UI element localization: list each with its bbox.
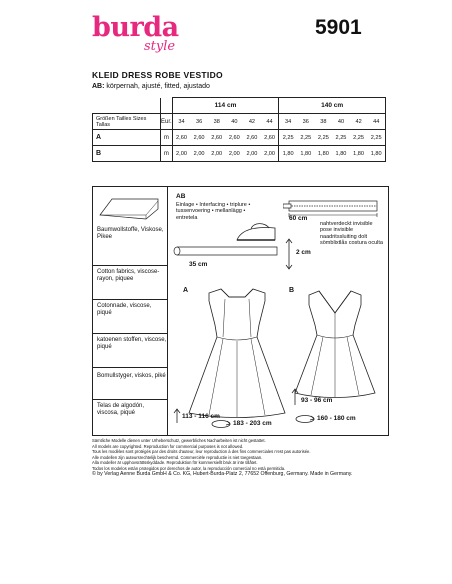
fabric-es: Telas de algodón, viscosa, piqué [97, 403, 145, 416]
fabric-sv: Bomullstyger, viskos, piké [97, 373, 166, 379]
yardage-cell: 2,60 [211, 134, 223, 141]
view-a-hem-icon [211, 419, 231, 429]
copyright-line-nl: Alle modellen zijn auteursrechtelijk beschermd. Commerciële reproductie is niet toegestaan. [92, 454, 263, 460]
size-cell: 34 [285, 118, 292, 125]
width-row [93, 98, 386, 114]
table-row-a [93, 130, 386, 146]
sizes-140 [279, 119, 385, 125]
copyright-notes [92, 438, 392, 477]
yardage-cell: 2,00 [228, 150, 240, 157]
view-b-letter: B [289, 287, 295, 294]
yardage-cell: 2,25 [370, 134, 382, 141]
pattern-number: 5901 [315, 16, 362, 39]
yardage-cell: 2,00 [264, 150, 275, 157]
yardage-cell: 1,80 [282, 150, 294, 157]
yardage-cell: 2,00 [193, 150, 205, 157]
publisher-copyright: © by Verlag Aenne Burda GmbH & Co. KG, Hubert-Burda-Platz 2, 77652 Offenburg, Germany. Made in Germany. [92, 470, 353, 477]
pattern-title: KLEID DRESS ROBE VESTIDO [92, 70, 223, 80]
view-b-length: 93 - 96 cm [301, 397, 333, 404]
view-b-length-arrow-icon [291, 387, 299, 407]
yardage-cell: 2,60 [246, 134, 258, 141]
yardage-cell: 1,80 [300, 150, 312, 157]
view-b-hem-icon [295, 414, 315, 424]
yardage-cell: 2,00 [211, 150, 223, 157]
size-unit: Eur. [161, 114, 173, 130]
size-cell: 40 [337, 118, 345, 125]
yardage-cell: 2,60 [193, 134, 205, 141]
view-a-letter: A [183, 287, 189, 294]
zipper-text: nahtverdeckt invisible pose invisible naadritssluiting dolt sömblixtlås costura oculta [320, 221, 383, 246]
row-unit-a: m [161, 130, 173, 146]
table-row-b [93, 146, 386, 162]
tape-icon [173, 241, 283, 261]
size-cell: 44 [266, 118, 273, 125]
size-table [92, 97, 386, 162]
row-label-a: A [93, 130, 161, 146]
copyright-line-de: Sämtliche Modelle dienen unter Urheberschutz, gewerbliches Nacharbeiten ist nicht gestattet. [92, 438, 266, 443]
yardage-cell: 2,00 [246, 150, 258, 157]
yardage-cell: 1,80 [335, 150, 347, 157]
fabric-en: Cotton fabrics, viscose-rayon, piquee [97, 269, 160, 282]
fabric-column [93, 187, 168, 435]
tape-width-arrow-icon [285, 237, 293, 271]
fit-description [92, 83, 210, 90]
fit-text: körpernah, ajusté, fitted, ajustado [104, 83, 210, 90]
brand-sub: style [144, 39, 176, 54]
size-cell: 34 [178, 118, 185, 125]
tape-length: 35 cm [189, 261, 208, 268]
sizes-row [93, 114, 386, 130]
size-cell: 44 [373, 118, 380, 125]
yardage-cell: 2,00 [176, 150, 187, 157]
fabric-swatch-icon [98, 195, 160, 221]
notions-heading: AB [176, 193, 186, 200]
size-cell: 40 [231, 118, 238, 125]
size-label: Größen Tailles Sizes Tallas [93, 114, 161, 130]
brand-name: burda [92, 12, 179, 43]
size-cell: 38 [320, 118, 327, 125]
yardage-cell: 2,25 [353, 134, 365, 141]
burda-logo [92, 12, 192, 60]
size-cell: 38 [213, 118, 220, 125]
width-114: 114 cm [172, 98, 279, 114]
copyright-line-sv: Alla modeller är upphovsrättsskyddade. Reproduktion för kommersiellt bruk är inte tillåtet. [92, 460, 258, 466]
tape-width: 2 cm [296, 249, 311, 256]
yardage-cell: 1,80 [370, 150, 382, 157]
copyright-line-es: Todos los modelos están protegidos por derechos de autor, la reproducción comercial no está permitida. [92, 465, 286, 471]
yardage-cell: 1,80 [353, 150, 365, 157]
yardage-cell: 1,80 [317, 150, 329, 157]
interfacing-text: Einlage • Interfacing • triplure • tussenvoering • mellanlägg • entretela [176, 202, 251, 221]
view-b-hem: 160 - 180 cm [317, 415, 356, 422]
fabric-de: Baumwollstoffe, Viskose, Pikee [97, 227, 164, 240]
yardage-cell: 2,60 [264, 134, 275, 141]
yardage-cell: 2,25 [282, 134, 294, 141]
size-cell: 36 [195, 118, 203, 125]
copyright-line-fr: Tous les modèles sont protégés par des droits d'auteur, leur reproduction à des fins commerciales n'est pas autorisée. [92, 449, 311, 455]
fabric-fr: Cotonnade, viscose, piqué [97, 303, 152, 316]
view-a-length-arrow-icon [173, 407, 181, 425]
materials-panel [92, 186, 389, 436]
sizes-114 [173, 119, 279, 125]
fit-lead: AB: [92, 83, 105, 90]
yardage-cell: 2,60 [176, 134, 187, 141]
row-label-b: B [93, 146, 161, 162]
yardage-cell: 2,25 [335, 134, 347, 141]
zipper-length: 60 cm [289, 215, 308, 222]
width-140: 140 cm [279, 98, 386, 114]
size-cell: 42 [355, 118, 362, 125]
size-cell: 36 [302, 118, 309, 125]
view-a-length: 113 - 116 cm [182, 413, 220, 420]
fabric-nl: katoenen stoffen, viscose, piqué [97, 337, 167, 350]
dress-a-illustration [181, 285, 293, 419]
yardage-cell: 2,25 [317, 134, 329, 141]
view-a-hem: 183 - 203 cm [233, 420, 272, 427]
copyright-line-en: All models are copyrighted. Reproduction for commercial purposes is not allowed. [92, 443, 244, 449]
row-unit-b: m [161, 146, 173, 162]
yardage-cell: 2,25 [300, 134, 312, 141]
yardage-cell: 2,60 [228, 134, 240, 141]
size-cell: 42 [248, 118, 256, 125]
dress-b-illustration [289, 285, 381, 399]
